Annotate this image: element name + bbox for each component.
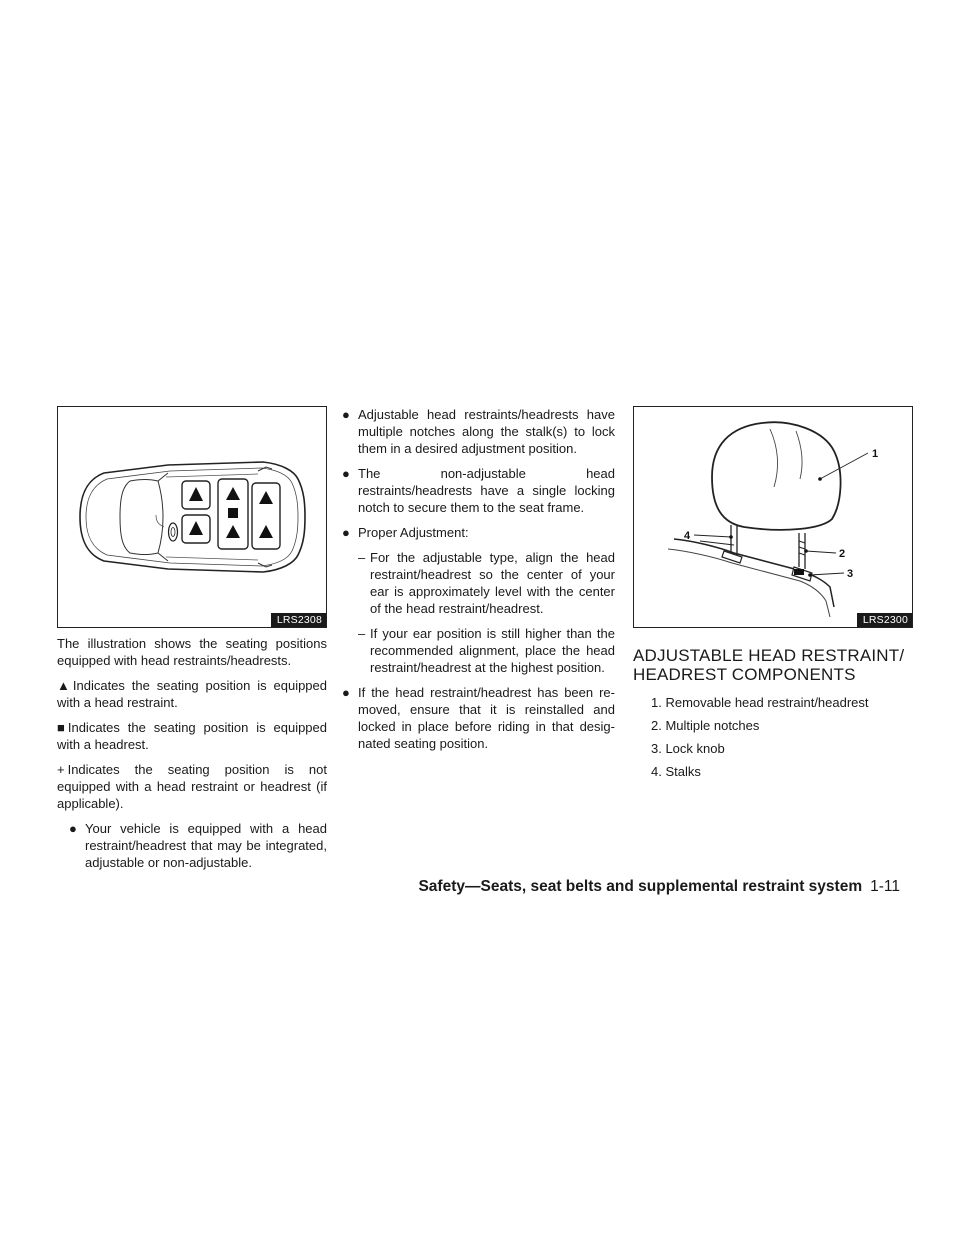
bullet-non-adjustable: ● The non-adjustable head restraints/headrests have a single locking notch to secure them to the seat frame. (342, 466, 615, 515)
figure-code-label: LRS2308 (271, 613, 326, 627)
car-top-view-illustration (58, 407, 328, 629)
seating-positions-figure (57, 406, 327, 628)
lock-knob-icon (794, 569, 804, 575)
callout-3: 3 (847, 568, 854, 580)
bullet-removed: ● If the head restraint/headrest has been re-moved, ensure that it is reinstalled and locked in place before riding in that desig-nated seating position. (342, 685, 615, 751)
bullet-vehicle-equipped: ● Your vehicle is equipped with a head restraint/headrest that may be integrated, adjustable or non-adjustable. (69, 821, 327, 870)
callout-1: 1 (872, 448, 879, 460)
dash-icon: – (358, 550, 366, 565)
legend-square: ■ Indicates the seating position is equipped with a headrest. (57, 720, 327, 752)
dash-icon: – (358, 626, 366, 641)
bullet-icon: ● (342, 525, 350, 540)
dash-adjustable-type: – For the adjustable type, align the head restraint/headrest so the center of your ear is approximately level with the center of the head restraint/headrest. (358, 550, 615, 616)
stalk-right (799, 533, 805, 569)
triangle-icon: ▲ (57, 678, 70, 693)
figure-code-label: LRS2300 (857, 613, 912, 627)
page-number: 1-11 (870, 878, 900, 895)
plus-icon: + (57, 762, 65, 777)
headrest-components-figure (633, 406, 913, 628)
legend-triangle: ▲ Indicates the seating position is equipped with a head restraint. (57, 678, 327, 710)
column-left (57, 635, 327, 879)
dash-ear-position: – If your ear position is still higher than the recommended alignment, place the head restraint/headrest at the highest position. (358, 626, 615, 675)
headrest-illustration (634, 407, 914, 629)
bullet-icon: ● (69, 821, 77, 836)
legend-plus: + Indicates the seating position is not equipped with a head restraint or headrest (if applicable). (57, 762, 327, 811)
list-item: 2. Multiple notches (651, 718, 760, 733)
components-list (633, 694, 923, 780)
list-item: 1. Removable head restraint/headrest (651, 695, 869, 710)
column-right (633, 640, 923, 786)
callout-4: 4 (684, 530, 691, 542)
bullet-icon: ● (342, 685, 350, 700)
page-footer (0, 878, 900, 896)
intro-paragraph: The illustration shows the seating positions equipped with head restraints/headrests. (57, 636, 327, 668)
list-item: 3. Lock knob (651, 741, 725, 756)
bullet-icon: ● (342, 407, 350, 422)
list-item: 4. Stalks (651, 764, 701, 779)
bullet-adjustable: ● Adjustable head restraints/headrests have multiple notches along the stalk(s) to lock them in a desired adjustment position. (342, 407, 615, 456)
square-icon: ■ (57, 720, 65, 735)
bullet-icon: ● (342, 466, 350, 481)
callout-2: 2 (839, 548, 846, 560)
bullet-proper-adjustment: ● Proper Adjustment: (342, 525, 469, 540)
headrest-square-icon (228, 508, 238, 518)
section-heading: ADJUSTABLE HEAD RESTRAINT/ HEADREST COMPONENTS (633, 646, 905, 684)
footer-section-title: Safety—Seats, seat belts and supplemental restraint system (418, 878, 863, 895)
column-middle (340, 406, 615, 760)
